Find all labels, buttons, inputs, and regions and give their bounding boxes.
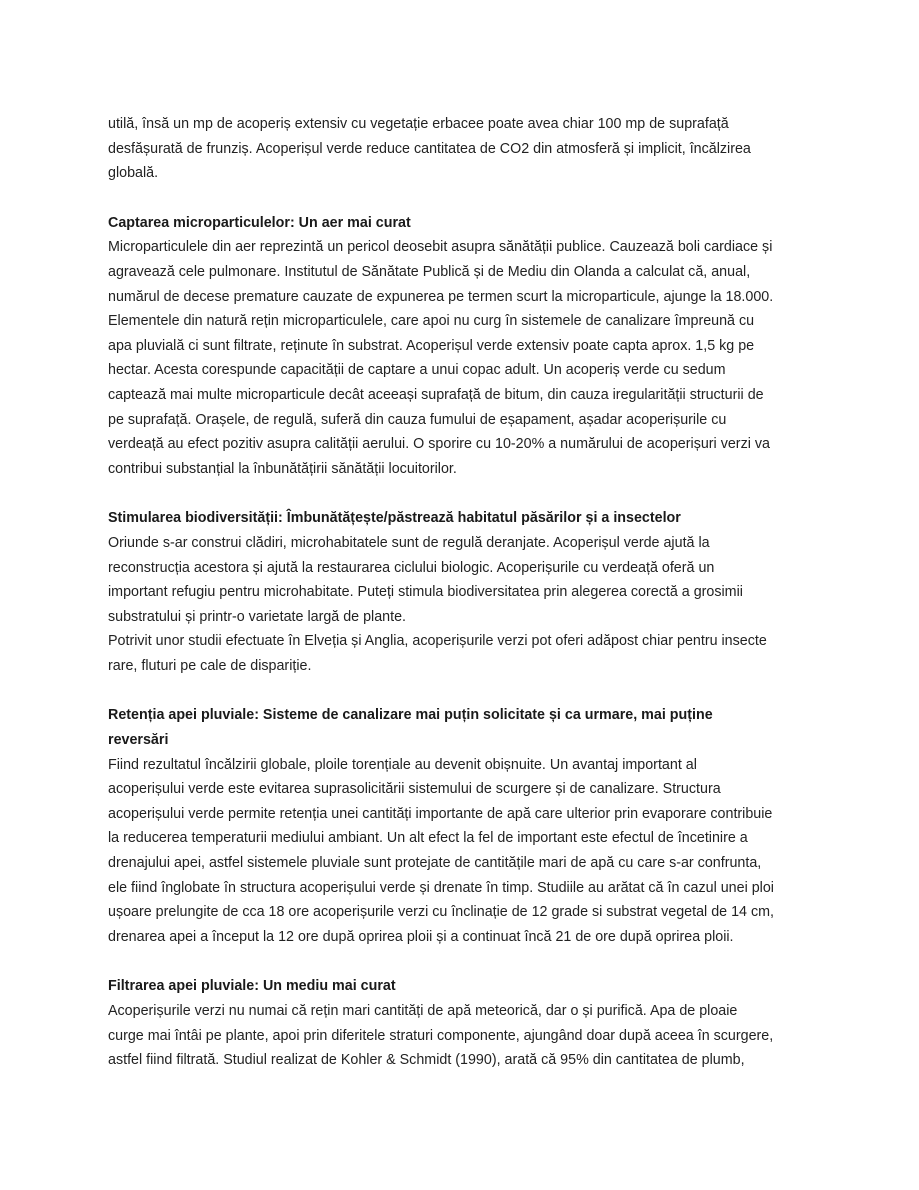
section-water-retention — [108, 703, 812, 949]
section-paragraph: Acoperișurile verzi nu numai că rețin mari cantități de apă meteorică, dar o și purifică. Apa de ploaie curge mai întâi pe plante, apoi prin diferitele straturi componente, ajungând doar după aceea în scurgere, astfel fiind filtrată. Studiul realizat de Kohler & Schmidt (1990), arată că 95% din cantitatea de plumb, — [108, 1003, 774, 1069]
section-paragraph: Potrivit unor studii efectuate în Elveția și Anglia, acoperișurile verzi pot oferi adăpost chiar pentru insecte rare, fluturi pe cale de dispariție. — [108, 633, 767, 674]
section-heading: Retenția apei pluviale: Sisteme de canalizare mai puțin solicitate și ca urmare, mai puține reversări — [108, 707, 713, 749]
section-heading: Captarea microparticulelor: Un aer mai curat — [108, 214, 411, 231]
section-heading: Stimularea biodiversității: Îmbunătățește/păstrează habitatul păsărilor și a insectelor — [108, 510, 681, 527]
document-page — [108, 112, 812, 1073]
section-biodiversity — [108, 506, 812, 678]
section-paragraph: Microparticulele din aer reprezintă un pericol deosebit asupra sănătății publice. Cauzează boli cardiace și agravează cele pulmonare. Institutul de Sănătate Publică și de Mediu din Olanda a calculat că, anual, numărul de decese premature cauzate de expunerea pe termen scurt la microparticule, ajunge la 18.000. Elementele din natură rețin microparticulele, care apoi nu curg în sistemele de canalizare împreună cu apa pluvială ci sunt filtrate, reținute în substrat. Acoperișul verde extensiv poate capta aprox. 1,5 kg pe hectar. Acesta corespunde capacității de captare a unui copac adult. Un acoperiș verde cu sedum captează mai multe microparticule decât aceeași suprafață de bitum, din cauza iregularității structurii de pe suprafață. Orașele, de regulă, suferă din cauza fumului de eșapament, așadar acoperișurile cu verdeață au efect pozitiv asupra calității aerului. O sporire cu 10-20% a numărului de acoperișuri verzi va contribui substanțial la înbunătățirii sănătății locuitorilor. — [108, 239, 774, 477]
section-paragraph: Oriunde s-ar construi clădiri, microhabitatele sunt de regulă deranjate. Acoperișul verde ajută la reconstrucția acestora și ajută la restaurarea ciclului biologic. Acoperișurile cu verdeață oferă un important refugiu pentru microhabitate. Puteți stimula biodiversitatea prin alegerea corectă a grosimii substratului și printr-o varietate largă de plante. — [108, 534, 743, 625]
section-heading: Filtrarea apei pluviale: Un mediu mai curat — [108, 978, 396, 995]
section-microparticles — [108, 211, 812, 482]
section-paragraph: Fiind rezultatul încălzirii globale, ploile torențiale au devenit obișnuite. Un avantaj important al acoperișului verde este evitarea suprasolicitării sistemului de scurgere și de canalizare. Structura acoperișului verde permite retenția unei cantități importante de apă care ulterior prin evaporare contribuie la reducerea temperaturii mediului ambiant. Un alt efect la fel de important este efectul de încetinire a drenajului apei, astfel sistemele pluviale sunt protejate de cantitățile mari de apă cu care s-ar confrunta, ele fiind înglobate în structura acoperișului verde și drenate în timp. Studiile au arătat că în cazul unei ploi ușoare prelungite de cca 18 ore acoperișurile verzi cu înclinație de 12 grade si substrat vegetal de 14 cm, drenarea apei a început la 12 ore după oprirea ploii și a continuat încă 21 de ore după oprirea ploii. — [108, 756, 774, 945]
section-water-filtering — [108, 974, 812, 1072]
intro-paragraph: utilă, însă un mp de acoperiș extensiv cu vegetație erbacee poate avea chiar 100 mp de suprafață desfășurată de frunziș. Acoperișul verde reduce cantitatea de CO2 din atmosferă și implicit, încălzirea globală. — [108, 116, 751, 182]
